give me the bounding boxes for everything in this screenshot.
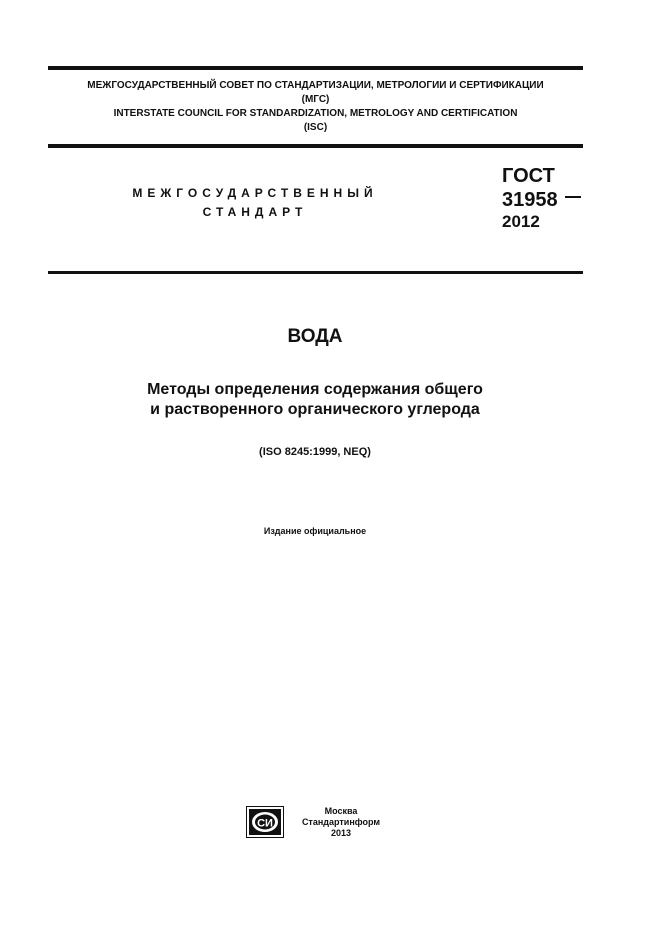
council-abbr-en: (ISC) — [303, 122, 328, 133]
publisher-name: Стандартинформ — [301, 817, 381, 827]
gost-number-dash — [565, 196, 581, 198]
gost-label: ГОСТ — [502, 165, 555, 187]
top-rule — [48, 66, 583, 70]
gost-year: 2012 — [502, 212, 540, 231]
standartinform-logo-icon — [246, 806, 284, 838]
middle-rule — [48, 144, 583, 148]
council-name-en: INTERSTATE COUNCIL FOR STANDARDIZATION, METROLOGY AND CERTIFICATION — [113, 108, 518, 119]
iso-reference: (ISO 8245:1999, NEQ) — [259, 446, 371, 458]
bottom-rule — [48, 271, 583, 274]
standard-type-line2: СТАНДАРТ — [202, 205, 308, 219]
standard-type-line1: МЕЖГОСУДАРСТВЕННЫЙ — [132, 186, 378, 200]
document-subtitle-line1: Методы определения содержания общего — [147, 381, 483, 398]
document-title: ВОДА — [287, 326, 343, 347]
edition-note: Издание официальное — [263, 526, 367, 536]
gost-number: 31958 — [502, 189, 558, 211]
publication-year: 2013 — [330, 828, 352, 838]
council-name-ru: МЕЖГОСУДАРСТВЕННЫЙ СОВЕТ ПО СТАНДАРТИЗАЦИИ, МЕТРОЛОГИИ И СЕРТИФИКАЦИИ — [87, 80, 544, 91]
logo-lettering: СИ — [257, 817, 273, 830]
publisher-city: Москва — [324, 806, 358, 816]
council-abbr-ru: (МГС) — [301, 94, 330, 105]
document-subtitle-line2: и растворенного органического углерода — [150, 401, 480, 418]
